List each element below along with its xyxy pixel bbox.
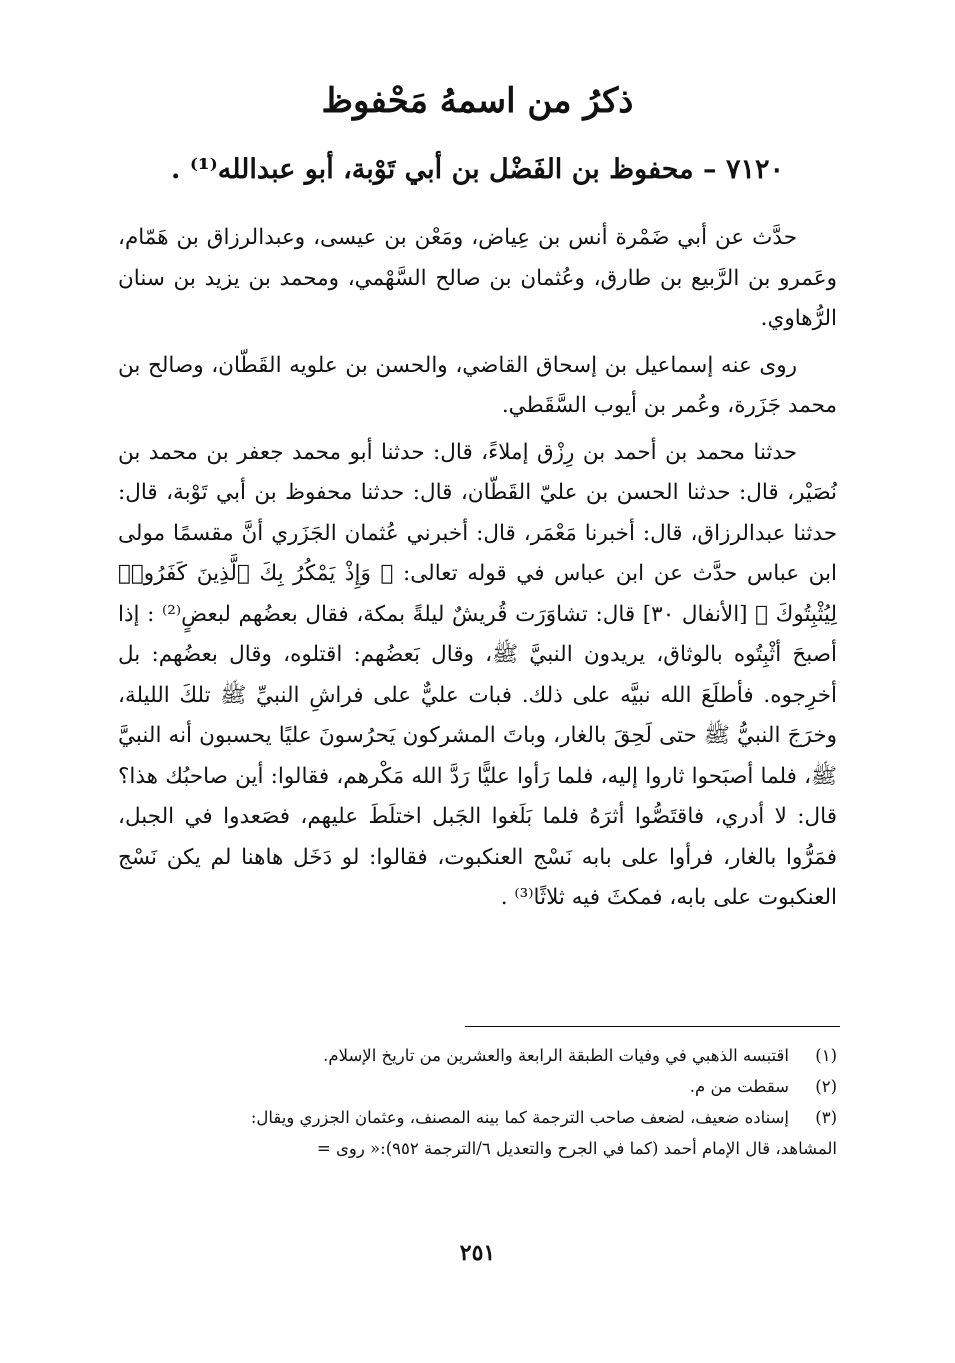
footnote-number: (٣) xyxy=(815,1108,837,1127)
entry-title: ٧١٢٠ – محفوظ بن الفَضْل بن أبي تَوْبة، أبو عبدالله⁽¹⁾ . xyxy=(171,154,784,185)
footnote-1 xyxy=(118,1040,837,1071)
footnote-text: سقطت من م. xyxy=(689,1077,789,1096)
footnote-text: اقتبسه الذهبي في وفيات الطبقة الرابعة والعشرين من تاريخ الإسلام. xyxy=(323,1046,789,1065)
paragraph-narrated-by: روى عنه إسماعيل بن إسحاق القاضي، والحسن بن علويه القَطّان، وصالح بن محمد جَزَرة، وعُمر بن أيوب السَّقَطي. xyxy=(118,352,837,418)
footnote-3 xyxy=(118,1102,837,1133)
footnotes xyxy=(118,1040,837,1164)
entry-body xyxy=(118,218,837,925)
paragraph-hadith: حدثنا محمد بن أحمد بن رِزْق إملاءً، قال: حدثنا أبو محمد جعفر بن محمد بن نُصَيْر، قال: حدثنا الحسن بن عليّ القَطّان، قال: حدثنا محفوظ بن أبي تَوْبة، قال: حدثنا عبدالرزاق، قال: أخبرنا مَعْمَر، قال: أخبرني عُثمان الجَزَري أنَّ مقسمًا مولى ابن عباس حدَّث عن ابن عباس في قوله تعالى: ﴿ وَإِذْ يَمْكُرُ بِكَ ٱلَّذِينَ كَفَرُوا۟ لِيُثْبِتُوكَ ﴾ [الأنفال ٣٠] قال: تشاوَرَت قُريشٌ ليلةً بمكة، فقال بعضُهم لبعضٍ⁽²⁾ : إذا أصبحَ أثْبِتُوه بالوثاق، يريدون النبيَّ ﷺ، وقال بَعضُهم: اقتلوه، وقال بعضُهم: بل أخرِجوه. فأطلَعَ الله نبيَّه على ذلك. فبات عليٌّ على فراشِ النبيِّ ﷺ تلكَ الليلة، وخرَجَ النبيُّ ﷺ حتى لَحِقَ بالغار، وباتَ المشركون يَحرُسونَ عليًا يحسبون أنه النبيَّ ﷺ، فلما أصبَحوا ثاروا إليه، فلما رَأوا عليًّا رَدَّ الله مَكْرهم، فقالوا: أين صاحبُك هذا؟ قال: لا أدري، فاقتَصُّوا أثرَهُ فلما بَلَغوا الجَبل اختلَطَ عليهم، فصَعدوا في الجبل، فمَرُّوا بالغار، فرأوا على بابه نَسْج العنكبوت، فقالوا: لو دَخَل هاهنا لم يكن نَسْج العنكبوت على بابه، فمكثَ فيه ثلاثًا⁽³⁾ . xyxy=(118,439,838,910)
paragraph-narrated-from: حدَّث عن أبي ضَمْرة أنس بن عِياض، ومَعْن بن عيسى، وعبدالرزاق بن هَمّام، وعَمرو بن الرَّبيع بن طارق، وعُثمان بن صالح السَّهْمي، ومحمد بن يزيد بن سنان الرُّهاوي. xyxy=(118,225,837,331)
footnote-divider xyxy=(465,1026,840,1027)
footnote-number: (١) xyxy=(815,1046,837,1065)
footnote-2 xyxy=(118,1071,837,1102)
section-title: ذكرُ من اسمهُ مَحْفوظ xyxy=(321,81,634,121)
footnote-continuation: المشاهد، قال الإمام أحمد (كما في الجرح والتعديل ٦/الترجمة ٩٥٢):« روى = xyxy=(316,1139,837,1158)
page-number: ٢٥١ xyxy=(459,1240,496,1266)
footnote-text: إسناده ضعيف، لضعف صاحب الترجمة كما بينه المصنف، وعثمان الجزري ويقال: xyxy=(250,1108,789,1127)
footnote-number: (٢) xyxy=(815,1077,837,1096)
